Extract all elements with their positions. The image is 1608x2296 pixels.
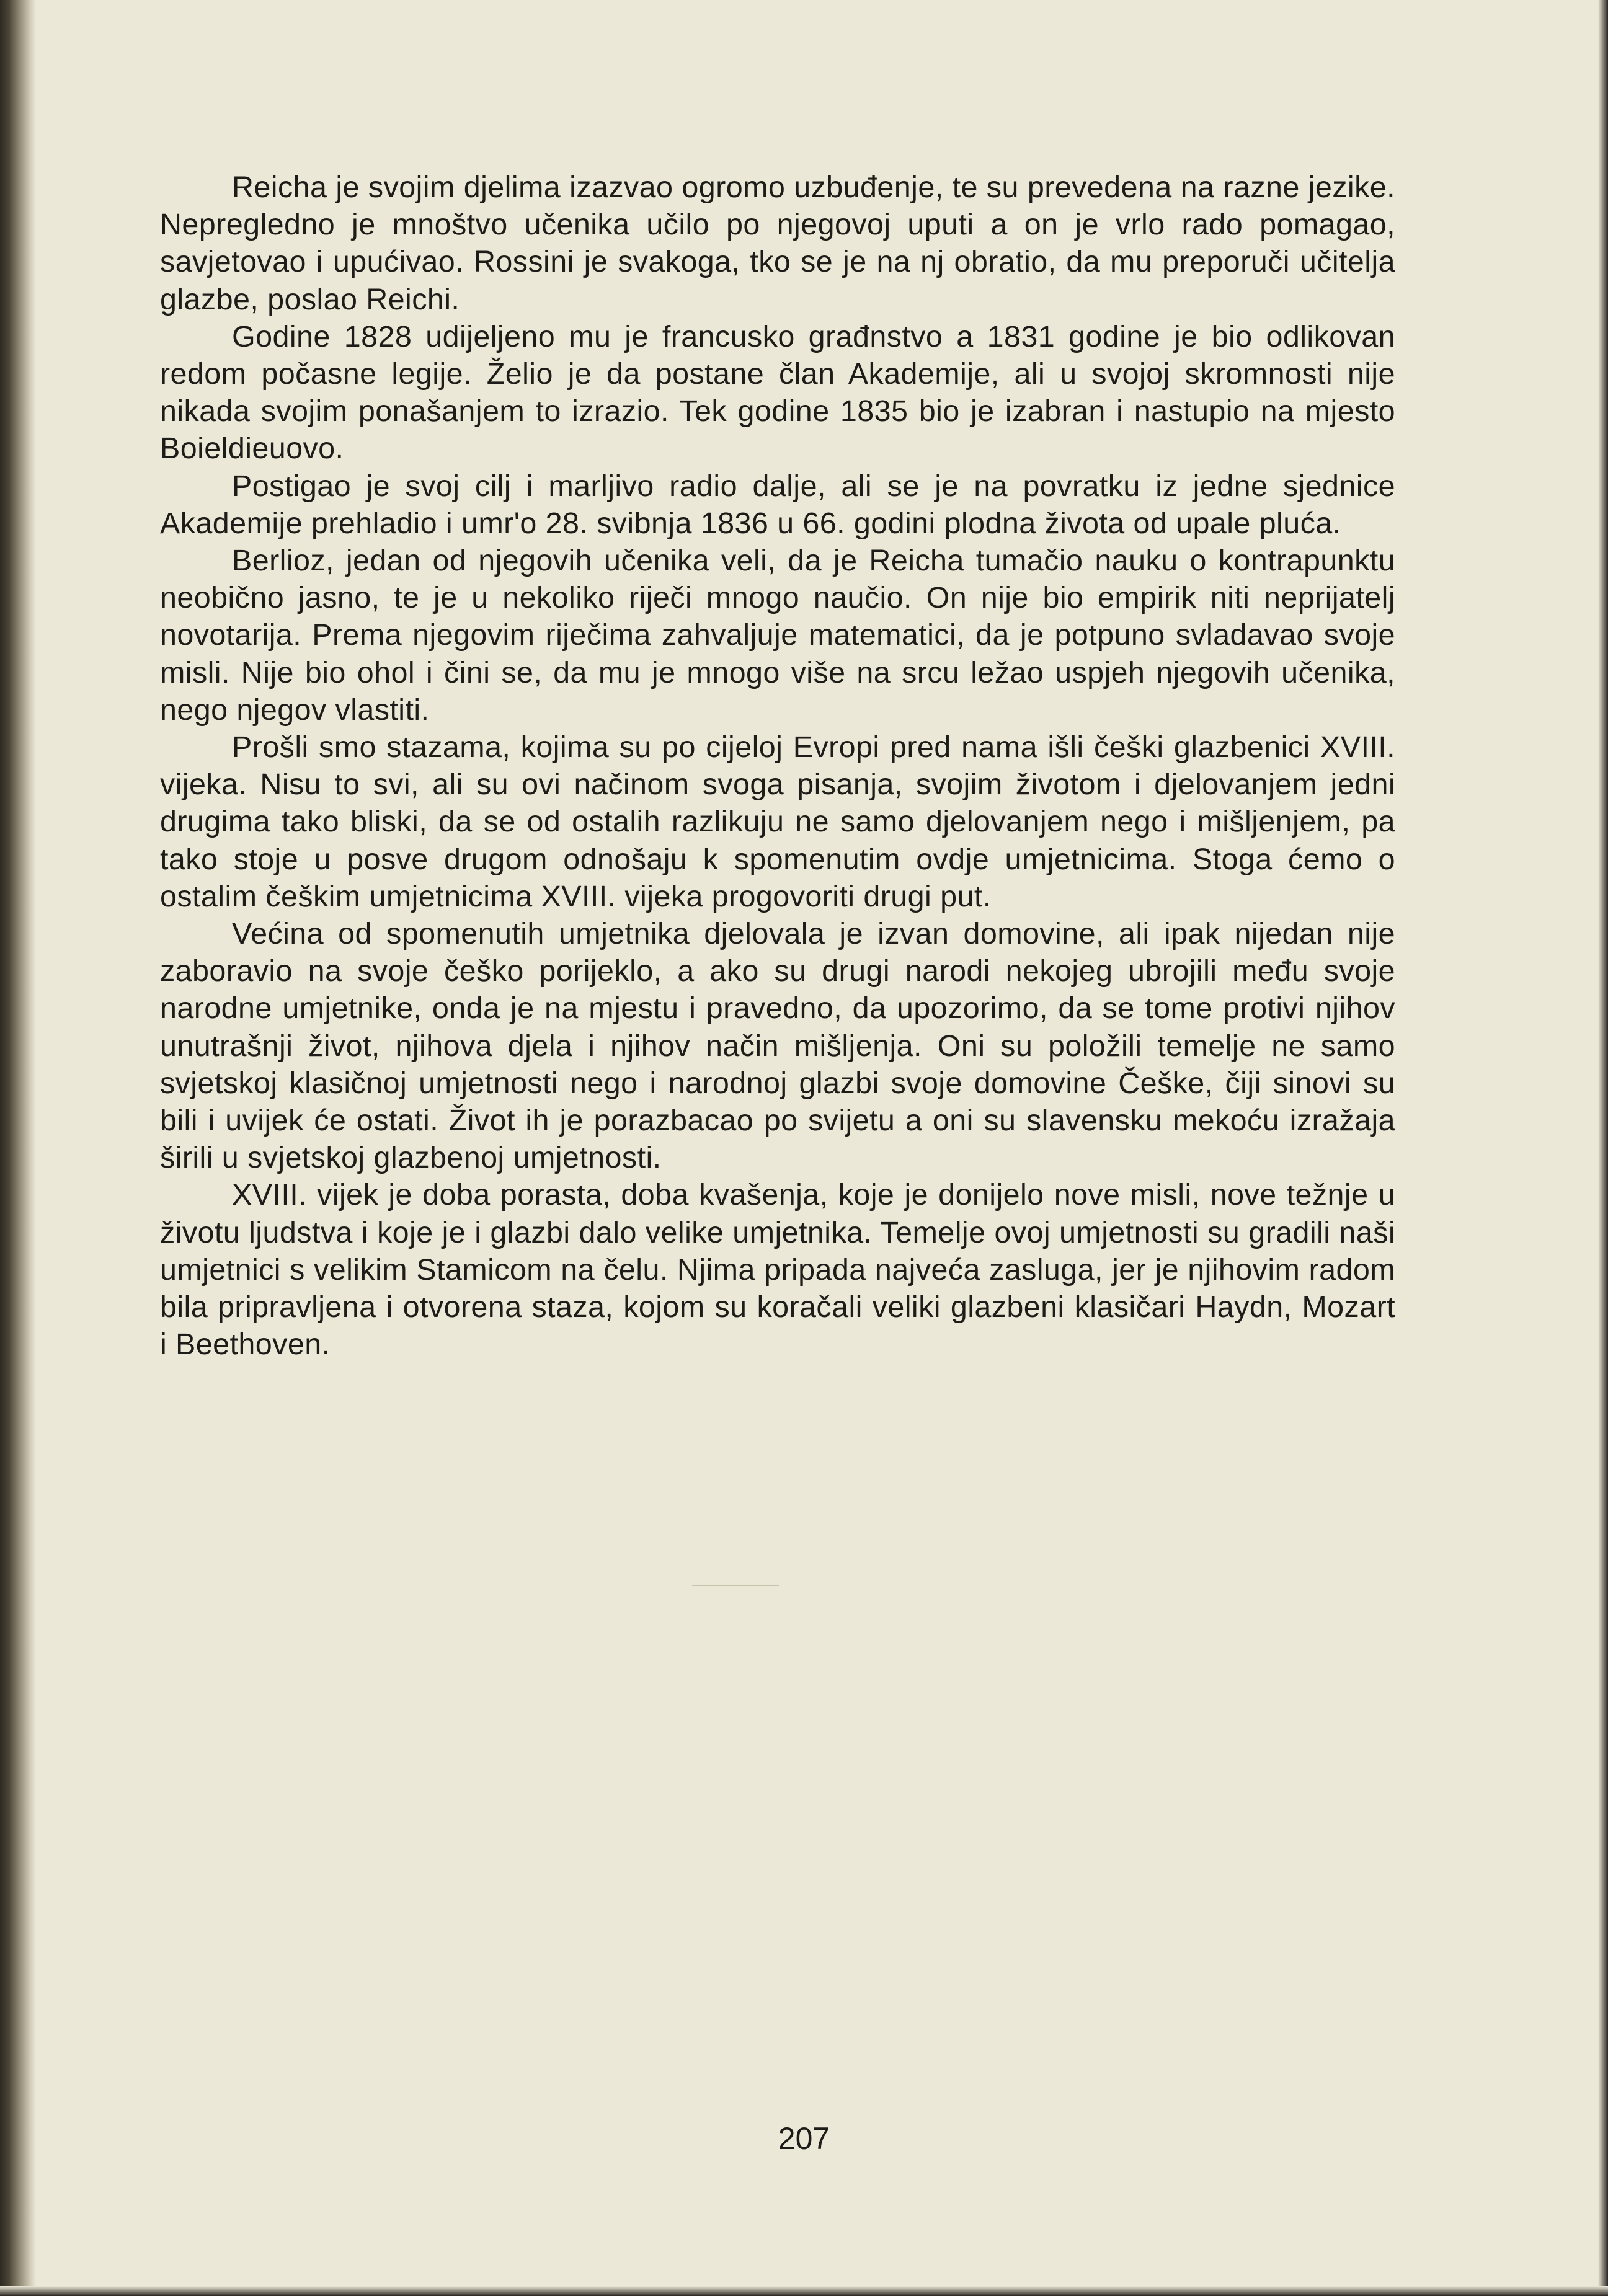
paragraph-homeland: Većina od spomenutih umjetnika djelovala je izvan domovine, ali ipak nijedan nije zaboravio na svoje češko porijeklo, a ako su drugi narodi nekojeg ubrojili među svoje narodne umjetnike, onda je na mjestu i pravedno, da upozorimo, da se tome protivi njihov unutrašnji život, njihova djela i njihov način mišljenja. Oni su položili temelje ne samo svjetskoj klasičnoj umjetnosti nego i narodnoj glazbi svoje domovine Češke, čiji sinovi su bili i uvijek će ostati. Život ih je porazbacao po svijetu a oni su slavensku mekoću izražaja širili u svjetskoj glazbenoj umjetnosti. (160, 917, 1395, 1175)
paragraph-eighteenth-century: XVIII. vijek je doba porasta, doba kvašenja, koje je donijelo nove misli, nove težnje u životu ljudstva i koje je i glazbi dalo velike umjetnika. Temelje ovoj umjetnosti su gradili naši umjetnici s velikim Stamicom na čelu. Njima pripada najveća zasluga, jer je njihovim radom bila pripravljena i otvorena staza, kojom su koračali veliki glazbeni klasičari Haydn, Mozart i Beethoven. (160, 1178, 1395, 1362)
page-edge-bottom (0, 2286, 1608, 2296)
page-number: 207 (778, 2121, 830, 2156)
page-edge-right (1598, 0, 1608, 2296)
book-spine-shadow (0, 0, 36, 2296)
body-text (160, 169, 1395, 1363)
paragraph-honors: Godine 1828 udijeljeno mu je francusko građnstvo a 1831 godine je bio odlikovan redom počasne legije. Želio je da postane član Akademije, ali u svojoj skromnosti nije nikada svojim ponašanjem to izrazio. Tek godine 1835 bio je izabran i nastupio na mjesto Boieldieuovo. (160, 319, 1395, 466)
paragraph-czech-musicians: Prošli smo stazama, kojima su po cijeloj Evropi pred nama išli češki glazbenici XVIII. vijeka. Nisu to svi, ali su ovi načinom svoga pisanja, svojim životom i djelovanjem jedni drugima tako bliski, da se od ostalih razlikuju ne samo djelovanjem nego i mišljenjem, pa tako stoje u posve drugom odnošaju k spomenutim ovdje umjetnicima. Stoga ćemo o ostalim češkim umjetnicima XVIII. vijeka progovoriti drugi put. (160, 730, 1395, 913)
paragraph-reicha-works: Reicha je svojim djelima izazvao ogromo uzbuđenje, te su prevedena na razne jezike. Nepregledno je mnoštvo učenika učilo po njegovoj uputi a on je vrlo rado pomagao, savjetovao i upućivao. Rossini je svakoga, tko se je na nj obratio, da mu preporuči učitelja glazbe, poslao Reichi. (160, 171, 1395, 316)
paragraph-death: Postigao je svoj cilj i marljivo radio dalje, ali se je na povratku iz jedne sjednice Akademije prehladio i umr'o 28. svibnja 1836 u 66. godini plodna života od upale pluća. (160, 469, 1395, 540)
section-divider (692, 1585, 779, 1586)
paragraph-berlioz: Berlioz, jedan od njegovih učenika veli, da je Reicha tumačio nauku o kontrapunktu neobično jasno, te je u nekoliko riječi mnogo naučio. On nije bio empirik niti neprijatelj novotarija. Prema njegovim riječima zahvaljuje matematici, da je potpuno svladavao svoje misli. Nije bio ohol i čini se, da mu je mnogo više na srcu ležao uspjeh njegovih učenika, nego njegov vlastiti. (160, 544, 1395, 727)
